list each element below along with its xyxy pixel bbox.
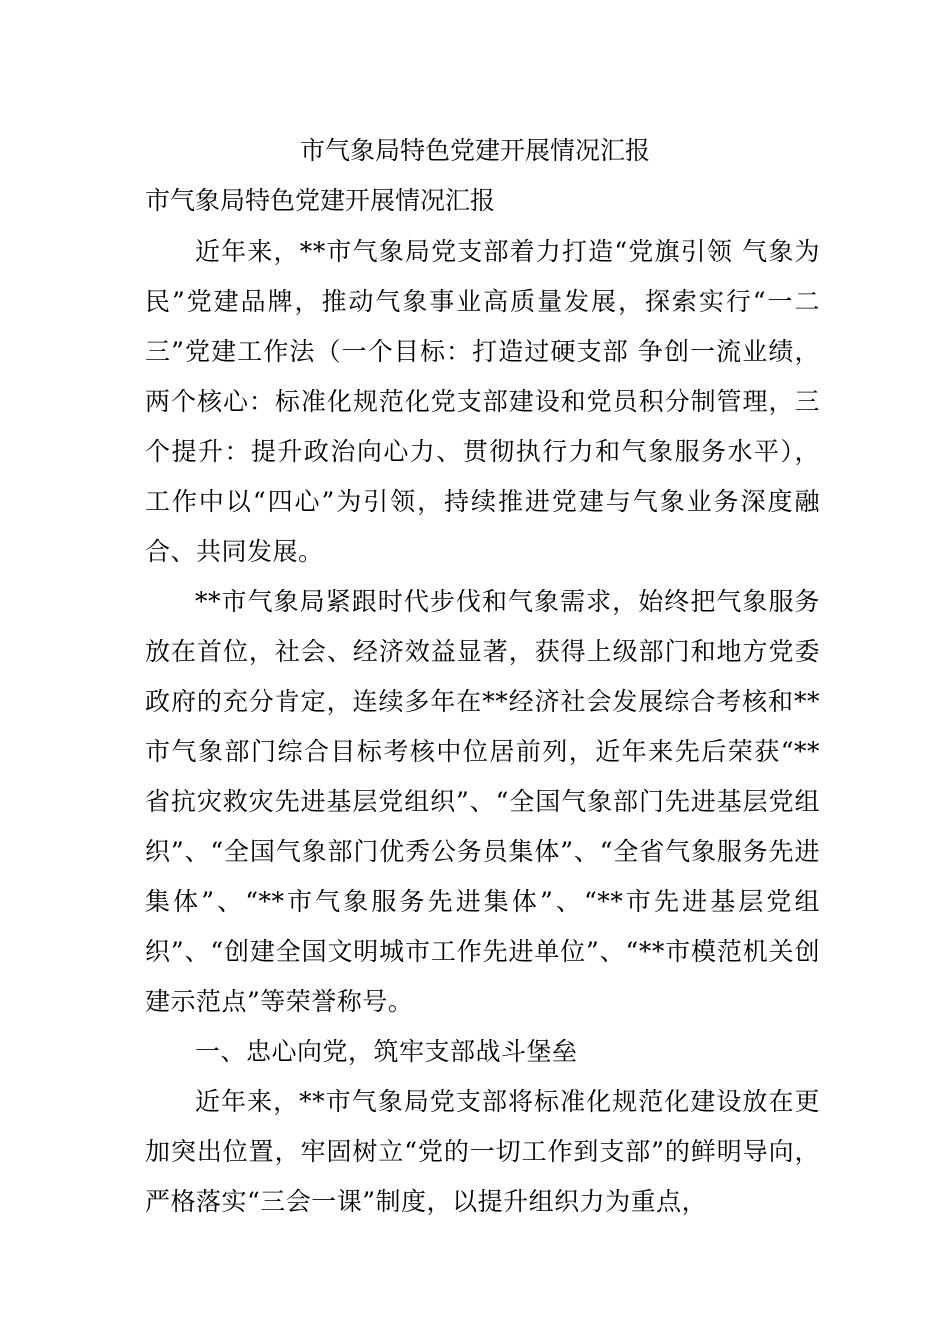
paragraph-intro: 近年来，**市气象局党支部着力打造“党旗引领 气象为民”党建品牌，推动气象事业高质量发展，探索实行“一二三”党建工作法（一个目标：打造过硬支部 争创一流业绩，两个核心：标准化规范化党支部建设和党员积分制管理，三个提升：提升政治向心力、贯彻执行力和气象服务水平），工作中以“四心”为引领，持续推进党建与气象业务深度融合、共同发展。 — [145, 237, 820, 566]
document-subtitle: 市气象局特色党建开展情况汇报 — [145, 186, 496, 215]
document-title: 市气象局特色党建开展情况汇报 — [299, 136, 650, 165]
section-paragraph: 近年来，**市气象局党支部将标准化规范化建设放在更加突出位置，牢固树立“党的一切工作到支部”的鲜明导向，严格落实“三会一课”制度，以提升组织力为重点， — [145, 1087, 820, 1216]
paragraph-achievements: **市气象局紧跟时代步伐和气象需求，始终把气象服务放在首位，社会、经济效益显著，获得上级部门和地方党委政府的充分肯定，连续多年在**经济社会发展综合考核和**市气象部门综合目标考核中位居前列，近年来先后荣获“**省抗灾救灾先进基层党组织”、“全国气象部门先进基层党组织”、“全国气象部门优秀公务员集体”、“全省气象服务先进集体”、“**市气象服务先进集体”、“**市先进基层党组织”、“创建全国文明城市工作先进单位”、“**市模范机关创建示范点”等荣誉称号。 — [145, 587, 820, 1016]
document-body — [145, 227, 820, 1227]
section-heading: 一、忠心向党，筑牢支部战斗堡垒 — [195, 1037, 578, 1066]
